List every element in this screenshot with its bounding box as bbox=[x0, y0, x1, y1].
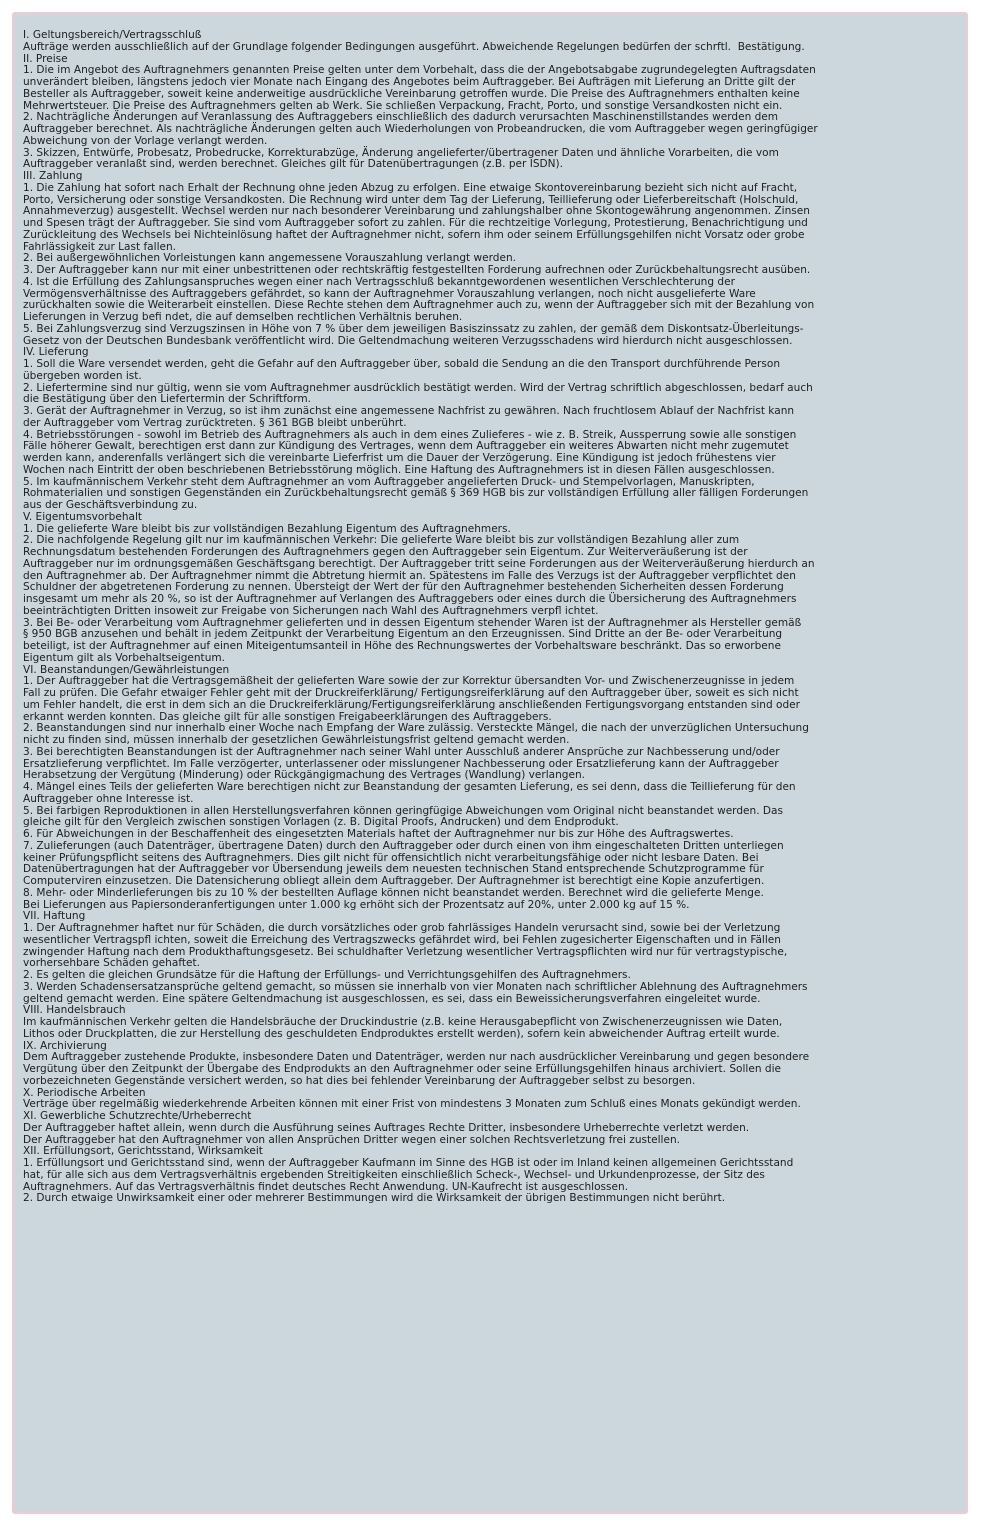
document-line: III. Zahlung bbox=[23, 170, 83, 182]
document-line: V. Eigentumsvorbehalt bbox=[23, 510, 143, 523]
document-line: Der Auftraggeber hat den Auftragnehmer von allen Ansprüchen Dritter wegen einer solchen Rechtsverletzung frei zustellen. bbox=[23, 1133, 681, 1146]
document-line: 1. Der Auftraggeber hat die Vertragsgemäßheit der gelieferten Ware sowie der zur Korrektur übersandten Vor- und Zwischenerzeugnisse in jedem bbox=[23, 675, 795, 688]
document-line: 2. Es gelten die gleichen Grundsätze für die Haftung der Erfüllungs- und Verrichtungsgehilfen des Auftragnehmers. bbox=[23, 969, 631, 981]
document-line: 5. Bei Zahlungsverzug sind Verzugszinsen in Höhe von 7 % über dem jeweiligen Basiszinssatz zu zahlen, der gemäß dem Diskontsatz-Überleitungs- bbox=[23, 322, 804, 335]
document-line: der Auftraggeber vom Vertrag zurücktreten. § 361 BGB bleibt unberührt. bbox=[23, 416, 407, 429]
document-line: 1. Die Zahlung hat sofort nach Erhalt der Rechnung ohne jeden Abzug zu erfolgen. Eine etwaige Skontovereinbarung bezieht sich nicht auf Fracht, bbox=[23, 181, 798, 194]
document-line: unverändert bleiben, längstens jedoch vier Monate nach Eingang des Angebotes beim Auftraggeber. Bei Aufträgen mit Lieferung an Dritte gilt der bbox=[23, 76, 796, 88]
document-line: Im kaufmännischen Verkehr gelten die Handelsbräuche der Druckindustrie (z.B. keine Herausgabepflicht von Zwischenerzeugnissen wie Daten, bbox=[23, 1016, 783, 1028]
document-line: 6. Für Abweichungen in der Beschaffenheit des eingesetzten Materials haftet der Auftragnehmer nur bis zur Höhe des Auftragswertes. bbox=[23, 828, 734, 840]
document-line: Dem Auftraggeber zustehende Produkte, insbesondere Daten und Datenträger, werden nur nach ausdrücklicher Vereinbarung und gegen besondere bbox=[23, 1051, 810, 1064]
document-line: vorhersehbare Schäden gehaftet. bbox=[23, 957, 200, 970]
document-line: Schuldner der abgetretenen Forderung zu nennen. Übersteigt der Wert der für den Auftragnehmer bestehenden Sicherheiten dessen Forderung bbox=[23, 581, 784, 594]
document-line: Verträge über regelmäßig wiederkehrende Arbeiten können mit einer Frist von mindestens 3 Monaten zum Schluß eines Monats gekündigt werden. bbox=[23, 1098, 801, 1111]
document-line: VIII. Handelsbrauch bbox=[23, 1004, 126, 1017]
terms-document bbox=[23, 30, 963, 1205]
document-line: II. Preise bbox=[23, 52, 68, 65]
document-line: Ersatzlieferung verpflichtet. Im Falle verzögerter, unterlassener oder misslungener Nachbesserung oder Ersatzlieferung kann der Auftraggeber bbox=[23, 757, 779, 770]
document-line: 2. Bei außergewöhnlichen Vorleistungen kann angemessene Vorauszahlung verlangt werden. bbox=[23, 252, 516, 265]
document-line: VI. Beanstandungen/Gewährleistungen bbox=[23, 663, 230, 676]
document-line: Fall zu prüfen. Die Gefahr etwaiger Fehler geht mit der Druckreiferklärung/ Fertigungsreiferklärung auf den Auftraggeber über, soweit es sich nicht bbox=[23, 687, 799, 699]
document-line: 3. Gerät der Auftragnehmer in Verzug, so ist ihm zunächst eine angemessene Nachfrist zu gewähren. Nach fruchtlosem Ablauf der Nachfrist kann bbox=[23, 405, 795, 417]
document-line: übergeben worden ist. bbox=[23, 369, 142, 382]
document-line: beeinträchtigten Dritten insoweit zur Freigabe von Sicherungen nach Wahl des Auftragnehmers verpfl ichtet. bbox=[23, 604, 599, 617]
document-line: XI. Gewerbliche Schutzrechte/Urheberrecht bbox=[23, 1110, 252, 1122]
document-line: Auftraggeber ohne Interesse ist. bbox=[23, 792, 194, 805]
document-line: VII. Haftung bbox=[23, 910, 86, 923]
document-line: 3. Der Auftraggeber kann nur mit einer unbestrittenen oder rechtskräftig festgestellten Forderung aufrechnen oder Zurückbehaltungsrecht ausüben. bbox=[23, 264, 811, 276]
document-line: Rohmaterialien und sonstigen Gegenständen ein Zurückbehaltungsrecht gemäß § 369 HGB bis zur vollständigen Erfüllung aller fälligen Forderungen bbox=[23, 487, 809, 500]
document-line: werden kann, anderenfalls verlängert sich die vereinbarte Lieferfrist um die Dauer der Verzögerung. Eine Kündigung ist jedoch frühestens vier bbox=[23, 452, 776, 464]
document-line: 5. Im kaufmännischem Verkehr steht dem Auftragnehmer an vom Auftraggeber angelieferten Druck- und Stempelvorlagen, Manuskripten, bbox=[23, 475, 755, 488]
document-line: nicht zu finden sind, müssen innerhalb der gesetzlichen Gewährleistungsfrist geltend gemacht werden. bbox=[23, 734, 570, 746]
document-line: aus der Geschäftsverbindung zu. bbox=[23, 499, 198, 511]
document-line: 3. Bei Be- oder Verarbeitung vom Auftragnehmer gelieferten und in dessen Eigentum stehender Waren ist der Auftragnehmer als Hersteller gemäß bbox=[23, 616, 802, 629]
document-line: Bei Lieferungen aus Papiersonderanfertigungen unter 1.000 kg erhöht sich der Prozentsatz auf 20%, unter 2.000 kg auf 15 %. bbox=[23, 898, 690, 911]
document-line: Fahrlässigkeit zur Last fallen. bbox=[23, 240, 177, 253]
document-line: 8. Mehr- oder Minderlieferungen bis zu 10 % der bestellten Auflage können nicht beanstandet werden. Berechnet wird die gelieferte Menge. bbox=[23, 886, 764, 899]
document-line: wesentlicher Vertragspfl ichten, soweit die Erreichung des Vertragszwecks gefährdet wird, bei Fehlen zugesicherter Eigenschaften und in Fällen bbox=[23, 933, 781, 946]
document-line: Auftraggeber berechnet. Als nachträgliche Änderungen gelten auch Wiederholungen von Probeandrucken, die vom Auftraggeber wegen geringfügiger bbox=[23, 123, 818, 135]
document-line: 2. Liefertermine sind nur gültig, wenn sie vom Auftragnehmer ausdrücklich bestätigt werden. Wird der Vertrag schriftlich abgeschlossen, bedarf auch bbox=[23, 381, 813, 394]
document-line: Vermögensverhältnisse des Auftraggebers gefährdet, so kann der Auftragnehmer Vorauszahlung verlangen, noch nicht ausgelieferte Ware bbox=[23, 287, 756, 300]
document-line: keiner Prüfungspflicht seitens des Auftragnehmers. Dies gilt nicht für offensichtlich nicht verarbeitungsfähige oder nicht lesbare Daten. Bei bbox=[23, 851, 759, 864]
document-line: Besteller als Auftraggeber, soweit keine anderweitige ausdrückliche Vereinbarung getroffen wurde. Die Preise des Auftragnehmers enthalten keine bbox=[23, 87, 800, 100]
document-line: Wochen nach Eintritt der oben beschriebenen Betriebsstörung möglich. Eine Haftung des Auftragnehmers ist in diesen Fällen ausgeschlossen. bbox=[23, 463, 775, 476]
document-line: geltend gemacht werden. Eine spätere Geltendmachung ist ausgeschlossen, es sei, dass ein Beweissicherungsverfahren eingeleitet wurde. bbox=[23, 992, 761, 1005]
document-line: 4. Ist die Erfüllung des Zahlungsanspruches wegen einer nach Vertragsschluß bekanntgewordenen wesentlichen Verschlechterung der bbox=[23, 275, 735, 288]
document-line: 7. Zulieferungen (auch Datenträger, übertragene Daten) durch den Auftraggeber oder durch einen von ihm eingeschalteten Dritten unterliegen bbox=[23, 839, 784, 852]
document-line: 1. Der Auftragnehmer haftet nur für Schäden, die durch vorsätzliches oder grob fahrlässiges Handeln verursacht sind, sowie bei der Verletzung bbox=[23, 922, 781, 934]
document-line: 5. Bei farbigen Reproduktionen in allen Herstellungsverfahren können geringfügige Abweichungen vom Original nicht beanstandet werden. Das bbox=[23, 804, 783, 817]
document-line: Aufträge werden ausschließlich auf der Grundlage folgender Bedingungen ausgeführt. Abweichende Regelungen bedürfen der schrftl. Bestätigung. bbox=[23, 40, 805, 53]
document-line: 2. Durch etwaige Unwirksamkeit einer oder mehrerer Bestimmungen wird die Wirksamkeit der übrigen Bestimmungen nicht berührt. bbox=[23, 1192, 726, 1205]
document-line: beteiligt, ist der Auftragnehmer auf einen Miteigentumsanteil in Höhe des Rechnungswertes der Vorbehaltsware beschränkt. Das so erworbene bbox=[23, 640, 781, 652]
document-line: Annahmeverzug) ausgestellt. Wechsel werden nur nach besonderer Vereinbarung und zahlungshalber ohne Skontogewährung angenommen. Zinsen bbox=[23, 205, 810, 218]
document-panel bbox=[12, 12, 968, 1514]
document-line: Porto, Versicherung oder sonstige Versandkosten. Die Rechnung wird unter dem Tag der Lieferung, Teillieferung oder Lieferbereitschaft (Holschuld, bbox=[23, 193, 799, 206]
document-line: § 950 BGB anzusehen und behält in jedem Zeitpunkt der Verarbeitung Eigentum an den Erzeugnissen. Sind Dritte an der Be- oder Verarbeitung bbox=[23, 628, 783, 641]
document-line: Auftraggeber veranlaßt sind, werden berechnet. Gleiches gilt für Datenübertragungen (z.B. per ISDN). bbox=[23, 158, 564, 171]
document-line: Herabsetzung der Vergütung (Minderung) oder Rückgängigmachung des Vertrages (Wandlung) verlangen. bbox=[23, 769, 586, 782]
document-line: um Fehler handelt, die erst in dem sich an die Druckreiferklärung/Fertigungsreiferklärung anschließenden Fertigungsvorgang entstanden sind oder bbox=[23, 698, 800, 711]
document-line: 2. Beanstandungen sind nur innerhalb einer Woche nach Empfang der Ware zulässig. Versteckte Mängel, die nach der unverzüglichen Untersuchung bbox=[23, 722, 809, 735]
document-line: Vergütung über den Zeitpunkt der Übergabe des Endprodukts an den Auftragnehmer oder seine Erfüllungsgehilfen hinaus archiviert. Sollen die bbox=[23, 1063, 781, 1075]
document-line: 1. Soll die Ware versendet werden, geht die Gefahr auf den Auftraggeber über, sobald die Sendung an die den Transport durchführende Person bbox=[23, 358, 781, 370]
document-line: 4. Mängel eines Teils der gelieferten Ware berechtigen nicht zur Beanstandung der gesamten Lieferung, es sei denn, dass die Teillieferung für den bbox=[23, 781, 796, 793]
document-line: IV. Lieferung bbox=[23, 346, 89, 359]
document-line: zwingender Haftung nach dem Produkthaftungsgesetz. Bei schuldhafter Verletzung wesentlicher Vertragspflichten wird nur für vertragstypische, bbox=[23, 945, 788, 958]
document-line: 3. Bei berechtigten Beanstandungen ist der Auftragnehmer nach seiner Wahl unter Ausschluß anderer Ansprüche zur Nachbesserung und/oder bbox=[23, 745, 780, 758]
document-line: IX. Archivierung bbox=[23, 1039, 107, 1052]
document-line: erkannt werden konnten. Das gleiche gilt für alle sonstigen Freigabeerklärungen des Auftraggebers. bbox=[23, 710, 552, 723]
document-line: 2. Nachträgliche Änderungen auf Veranlassung des Auftraggebers einschließlich des dadurch verursachten Maschinenstillstandes werden dem bbox=[23, 111, 779, 124]
document-line: hat, für alle sich aus dem Vertragsverhältnis ergebenden Streitigkeiten einschließlich Scheck-, Wechsel- und Urkundenprozesse, der Sitz des bbox=[23, 1168, 765, 1181]
document-line: Mehrwertsteuer. Die Preise des Auftragnehmers gelten ab Werk. Sie schließen Verpackung, Fracht, Porto, und sonstige Versandkosten nicht ein. bbox=[23, 99, 783, 112]
document-line: 4. Betriebsstörungen - sowohl im Betrieb des Auftragnehmers als auch in dem eines Zulieferes - wie z. B. Streik, Aussperrung sowie alle sonstigen bbox=[23, 428, 797, 441]
document-line: Rechnungsdatum bestehenden Forderungen des Auftragnehmers gegen den Auftraggeber sein Eigentum. Zur Weiterveräußerung ist der bbox=[23, 546, 748, 558]
document-line: und Spesen trägt der Auftraggeber. Sie sind vom Auftraggeber sofort zu zahlen. Für die rechtzeitige Vorlegung, Protestierung, Benachrichtigung und bbox=[23, 217, 808, 229]
document-line: Auftraggeber nur im ordnungsgemäßen Geschäftsgang berechtigt. Der Auftraggeber tritt seine Forderungen aus der Weiterveräußerung hierdurch an bbox=[23, 557, 815, 570]
document-line: 2. Die nachfolgende Regelung gilt nur im kaufmännischen Verkehr: Die gelieferte Ware bleibt bis zur vollständigen Bezahlung aller zum bbox=[23, 534, 740, 547]
document-line: insgesamt um mehr als 20 %, so ist der Auftragnehmer auf Verlangen des Auftraggebers oder eines durch die Übersicherung des Auftragnehmers bbox=[23, 593, 797, 605]
document-line: Fälle höherer Gewalt, berechtigen erst dann zur Kündigung des Vertrages, wenn dem Auftraggeber ein weiteres Abwarten nicht mehr zugemutet bbox=[23, 440, 789, 453]
document-line: zurückhalten sowie die Weiterarbeit einstellen. Diese Rechte stehen dem Auftragnehmer auch zu, wenn der Auftraggeber sich mit der Bezahlung von bbox=[23, 299, 815, 312]
document-line: XII. Erfüllungsort, Gerichtsstand, Wirksamkeit bbox=[23, 1145, 263, 1158]
document-line: Auftragnehmers. Auf das Vertragsverhältnis findet deutsches Recht Anwendung. UN-Kaufrecht ist ausgeschlossen. bbox=[23, 1180, 629, 1193]
document-line: Abweichung von der Vorlage verlangt werden. bbox=[23, 134, 268, 147]
document-line: vorbezeichneten Gegenstände versichert werden, so hat dies bei fehlender Vereinbarung der Auftraggeber selbst zu besorgen. bbox=[23, 1074, 696, 1087]
document-line: X. Periodische Arbeiten bbox=[23, 1086, 146, 1099]
document-line: 1. Die gelieferte Ware bleibt bis zur vollständigen Bezahlung Eigentum des Auftragnehmers. bbox=[23, 522, 511, 535]
document-line: Computerviren einzusetzen. Die Datensicherung obliegt allein dem Auftraggeber. Der Auftragnehmer ist berechtigt eine Kopie anzufertigen. bbox=[23, 875, 765, 887]
document-line: 1. Erfüllungsort und Gerichtsstand sind, wenn der Auftraggeber Kaufmann im Sinne des HGB ist oder im Inland keinen allgemeinen Gerichtsstand bbox=[23, 1157, 794, 1169]
document-line: die Bestätigung über den Liefertermin der Schriftform. bbox=[23, 393, 312, 406]
document-line: Lithos oder Druckplatten, die zur Herstellung des geschuldeten Endproduktes erstellt werden), sofern kein abweichender Auftrag erteilt wurde. bbox=[23, 1027, 780, 1040]
document-line: I. Geltungsbereich/Vertragsschluß bbox=[23, 29, 202, 41]
document-line: 3. Skizzen, Entwürfe, Probesatz, Probedrucke, Korrekturabzüge, Änderung angelieferter/übertragener Daten und ähnliche Vorarbeiten, die vom bbox=[23, 146, 779, 159]
document-line: Eigentum gilt als Vorbehaltseigentum. bbox=[23, 651, 226, 664]
document-line: Zurückleitung des Wechsels bei Nichteinlösung haftet der Auftragnehmer nicht, sofern ihm oder seinem Erfüllungsgehilfen nicht Vorsatz oder grobe bbox=[23, 228, 805, 241]
document-line: Datenübertragungen hat der Auftraggeber vor Übersendung jeweils dem neuesten technischen Stand entsprechende Schutzprogramme für bbox=[23, 863, 764, 876]
document-line: 3. Werden Schadensersatzansprüche geltend gemacht, so müssen sie innerhalb von vier Monaten nach schriftlicher Ablehnung des Auftragnehmers bbox=[23, 980, 808, 993]
document-line: den Auftragnehmer ab. Der Auftragnehmer nimmt die Abtretung hiermit an. Spätestens im Falle des Verzugs ist der Auftraggeber verpflichtet den bbox=[23, 569, 796, 582]
document-line: Gesetz von der Deutschen Bundesbank veröffentlicht wird. Die Geltendmachung weiteren Verzugsschadens wird hierdurch nicht ausgeschlossen. bbox=[23, 334, 793, 347]
document-line: Der Auftraggeber haftet allein, wenn durch die Ausführung seines Auftrages Rechte Dritter, insbesondere Urheberrechte verletzt werden. bbox=[23, 1121, 750, 1134]
document-line: gleiche gilt für den Vergleich zwischen sonstigen Vorlagen (z. B. Digital Proofs, Andrucken) und dem Endprodukt. bbox=[23, 816, 619, 829]
document-line: 1. Die im Angebot des Auftragnehmers genannten Preise gelten unter dem Vorbehalt, dass die der Angebotsabgabe zugrundegelegten Auftragsdaten bbox=[23, 64, 816, 77]
document-line: Lieferungen in Verzug befi ndet, die auf demselben rechtlichen Verhältnis beruhen. bbox=[23, 311, 463, 323]
